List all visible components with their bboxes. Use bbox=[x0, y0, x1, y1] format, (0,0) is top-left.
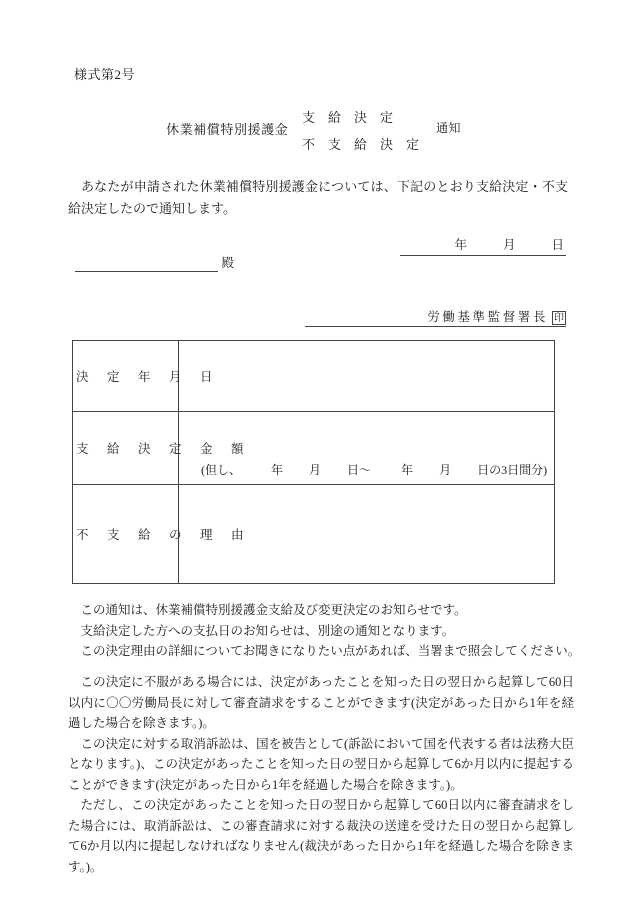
row-label-non-payment-reason: 不 支 給 の 理 由 bbox=[73, 485, 179, 584]
notes-section bbox=[68, 600, 581, 662]
subject-name: 休業補償特別援護金 bbox=[166, 122, 289, 137]
notice-label: 通知 bbox=[436, 121, 462, 135]
row-value-decision-date bbox=[179, 341, 555, 412]
month-label: 月 bbox=[502, 238, 516, 252]
appeal-instructions bbox=[68, 672, 574, 877]
decision-payment-label: 支 給 決 定 bbox=[302, 110, 394, 125]
note-month-1: 月 bbox=[309, 463, 322, 477]
table-row bbox=[73, 341, 555, 412]
payment-period-note bbox=[201, 461, 547, 478]
appeal-paragraph: この決定に不服がある場合には、決定があったことを知った日の翌日から起算して60日以内に〇〇労働局長に対して審査請求をすることができます(決定があった日から1年を経過した場合を除きます。)。 bbox=[68, 675, 574, 730]
note-day-1: 日〜 bbox=[347, 463, 372, 477]
recipient-honorific: 殿 bbox=[221, 256, 234, 270]
signature-line bbox=[305, 305, 566, 327]
table-row bbox=[73, 412, 555, 485]
title-block bbox=[74, 104, 574, 158]
seal-stamp-icon: 印 bbox=[554, 313, 564, 324]
decision-type-stack bbox=[302, 104, 432, 158]
appeal-paragraph: この決定に対する取消訴訟は、国を被告として(訴訟において国を代表する者は法務大臣となります。)、この決定があったことを知った日の翌日から起算して6か月以内に提起することができます(決定があった日から1年を経過した場合を除きます。)。 bbox=[68, 736, 574, 792]
table-row bbox=[73, 485, 555, 584]
row-label-payment-amount: 支 給 決 定 金 額 bbox=[73, 412, 179, 485]
form-number: 様式第2号 bbox=[74, 67, 136, 82]
recipient-rule bbox=[75, 271, 218, 272]
note-line: この決定理由の詳細についてお聞きになりたい点があれば、当署まで照会してください。 bbox=[80, 644, 581, 658]
appeal-paragraph: ただし、この決定があったことを知った日の翌日から起算して60日以内に審査請求をした場合には、取消訴訟は、この審査請求に対する裁決の送達を受けた日の翌日から起算して6か月以内に提起しなければなりません(裁決があった日から1年を経過した場合を除きます。)。 bbox=[68, 798, 574, 874]
row-value-payment-amount bbox=[179, 412, 555, 485]
note-year-1: 年 bbox=[271, 463, 284, 477]
note-month-2: 月 bbox=[439, 463, 452, 477]
date-line bbox=[400, 236, 566, 256]
note-prefix: (但し、 bbox=[201, 463, 241, 477]
note-line: 支給決定した方への支払日のお知らせは、別途の通知となります。 bbox=[80, 623, 455, 638]
signature-rule bbox=[305, 326, 566, 327]
note-year-2: 年 bbox=[401, 463, 414, 477]
intro-paragraph: あなたが申請された休業補償特別援護金については、下記のとおり支給決定・不支給決定したので通知します。 bbox=[68, 179, 568, 216]
decision-details-table bbox=[72, 340, 555, 584]
recipient-line bbox=[75, 252, 234, 272]
note-line: この通知は、休業補償特別援護金支給及び変更決定のお知らせです。 bbox=[80, 603, 467, 617]
row-label-decision-date: 決 定 年 月 日 bbox=[73, 341, 179, 412]
note-suffix: 日の3日間分) bbox=[477, 463, 548, 477]
year-label: 年 bbox=[454, 238, 467, 252]
issuing-office-title: 労働基準監督署長 bbox=[427, 310, 548, 324]
decision-non-payment-label: 不 支 給 決 定 bbox=[302, 137, 420, 152]
day-label: 日 bbox=[551, 238, 564, 252]
